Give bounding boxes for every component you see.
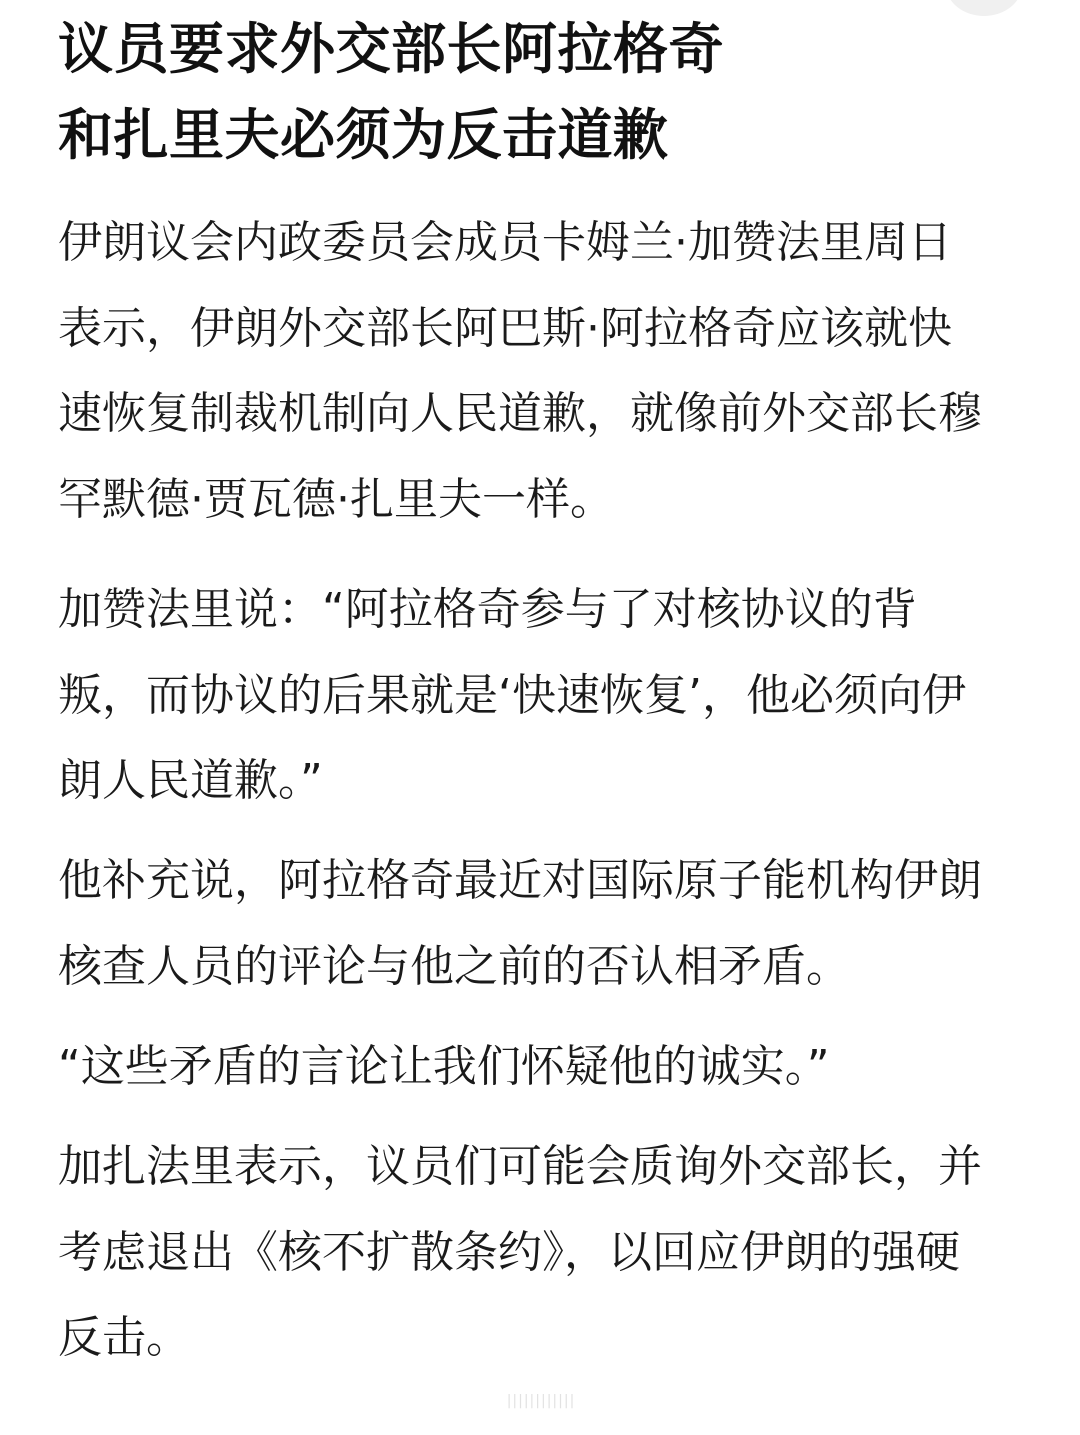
paragraph-line: 核查人员的评论与他之前的否认相矛盾。 [58,940,850,992]
paragraph-line: 他补充说，阿拉格奇最近对国际原子能机构伊朗 [58,855,982,906]
headline-line-1: 议员要求外交部长阿拉格奇 [58,17,725,81]
article-headline [58,6,724,178]
paragraph-line: 伊朗议会内政委员会成员卡姆兰·加赞法里周日 [58,217,952,268]
paragraph-line: 加扎法里表示，议员们可能会质询外交部长，并 [58,1141,982,1192]
paragraph-1 [58,200,982,542]
headline-line-2: 和扎里夫必须为反击道歉 [58,103,669,167]
paragraph-line: 速恢复制裁机制向人民道歉，就像前外交部长穆 [58,388,982,439]
paragraph-line: 叛，而协议的后果就是‘快速恢复’，他必须向伊 [58,669,966,721]
paragraph-2 [58,567,966,824]
paragraph-line: 罕默德·贾瓦德·扎里夫一样。 [58,473,614,525]
top-corner-button[interactable] [946,0,1022,16]
paragraph-line: “这些矛盾的言论让我们怀疑他的诚实。” [58,1041,830,1092]
paragraph-4 [58,1024,830,1110]
paragraph-3 [58,838,982,1009]
paragraph-line: 考虑退出《核不扩散条约》，以回应伊朗的强硬 [58,1226,960,1278]
paragraph-5 [58,1124,982,1381]
watermark: |||||||||||| [506,1393,576,1409]
paragraph-line: 加赞法里说：“阿拉格奇参与了对核协议的背 [58,584,917,635]
paragraph-line: 表示，伊朗外交部长阿巴斯·阿拉格奇应该就快 [58,302,952,354]
paragraph-line: 反击。 [58,1312,190,1363]
paragraph-line: 朗人民道歉。” [58,755,323,806]
